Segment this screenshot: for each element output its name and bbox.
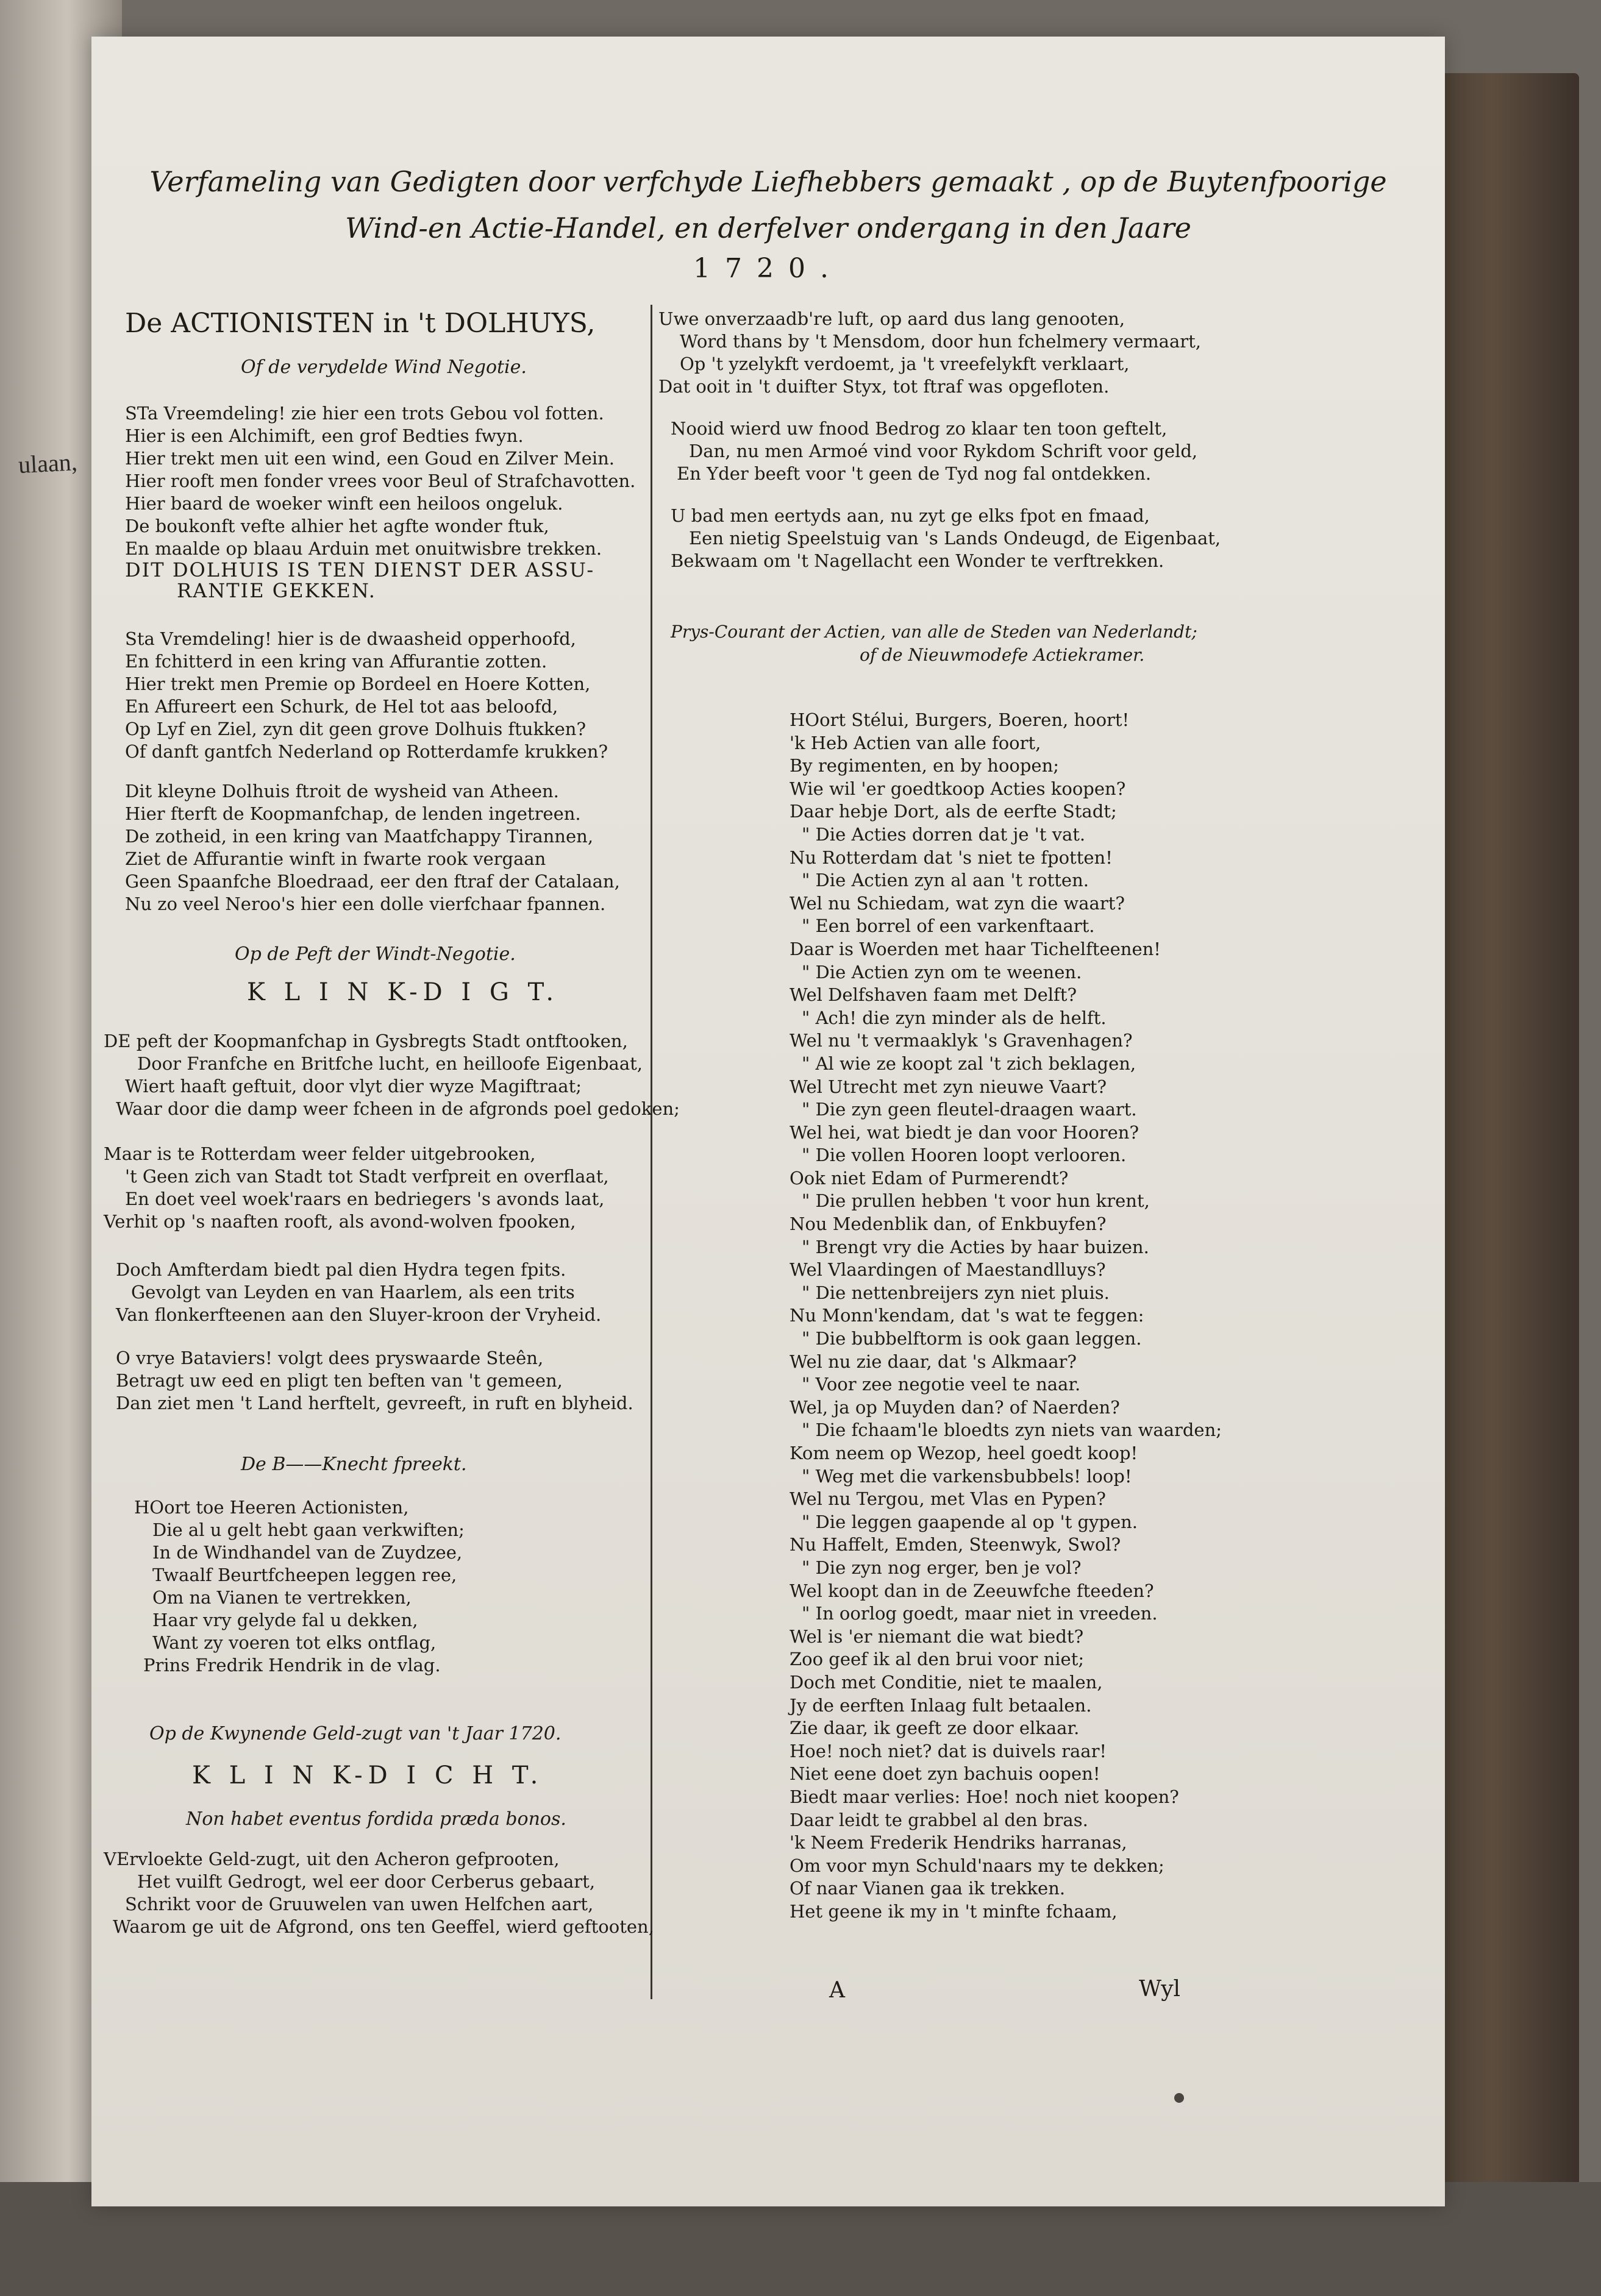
poem-motto: Non habet eventus fordida præda bonos.: [186, 1808, 566, 1830]
verse-line: Hier trekt men Premie op Bordeel en Hoere Kotten,: [125, 674, 591, 694]
verse-line: " Die nettenbreijers zyn niet pluis.: [802, 1282, 1110, 1303]
verse-line: O vrye Bataviers! volgt dees pryswaarde Steên,: [116, 1348, 544, 1368]
verse-line: Hier is een Alchimift, een grof Bedties fwyn.: [125, 425, 524, 446]
stanza: [104, 1848, 654, 1938]
verse-line: Gevolgt van Leyden en van Haarlem, als een trits: [131, 1282, 575, 1303]
verse-line: Door Franfche en Britfche lucht, en heilloofe Eigenbaat,: [137, 1053, 643, 1074]
verse-line: " In oorlog goedt, maar niet in vreeden.: [802, 1603, 1158, 1624]
verse-line: Hier fterft de Koopmanfchap, de lenden ingetreen.: [125, 803, 581, 824]
verse-line: Bekwaam om 't Nagellacht een Wonder te verftrekken.: [671, 550, 1164, 571]
signature-mark: A: [829, 1978, 845, 2003]
verse-line: Kom neem op Wezop, heel goedt koop!: [790, 1443, 1138, 1463]
verse-line: Waar door die damp weer fcheen in de afgronds poel gedoken;: [116, 1098, 680, 1119]
verse-line: Dat ooit in 't duifter Styx, tot ftraf was opgefloten.: [658, 376, 1110, 397]
verse-line: 't Geen zich van Stadt tot Stadt verfpreit en overflaat,: [125, 1166, 609, 1187]
verse-line: " Al wie ze koopt zal 't zich beklagen,: [802, 1053, 1136, 1074]
verse-line: STa Vreemdeling! zie hier een trots Gebou vol fotten.: [125, 403, 604, 424]
verse-line: Dan, nu men Armoé vind voor Rykdom Schrift voor geld,: [689, 441, 1198, 461]
verse-line: " Die bubbelftorm is ook gaan leggen.: [802, 1328, 1142, 1349]
poem-superscript: Op de Peft der Windt-Negotie.: [235, 944, 516, 965]
verse-line: Nu Rotterdam dat 's niet te fpotten!: [790, 847, 1113, 868]
verse-line: " Ach! die zyn minder als de helft.: [802, 1007, 1107, 1028]
verse-line: Ook niet Edam of Purmerendt?: [790, 1167, 1069, 1189]
verse-line: Die al u gelt hebt gaan verkwiften;: [152, 1519, 465, 1540]
verse-line: Verhit op 's naaften rooft, als avond-wolven fpooken,: [104, 1211, 576, 1232]
verse-line: Het vuilft Gedrogt, wel eer door Cerberus gebaart,: [137, 1871, 596, 1892]
verse-line: Nou Medenblik dan, of Enkbuyfen?: [790, 1214, 1107, 1235]
verse-line: Hoe! noch niet? dat is duivels raar!: [790, 1740, 1107, 1761]
verse-line: Nu Haffelt, Emden, Steenwyk, Swol?: [790, 1534, 1121, 1555]
verse-line: Op 't yzelykft verdoemt, ja 't vreefelykft verklaart,: [680, 354, 1130, 374]
verse-line: Dan ziet men 't Land herftelt, gevreeft, in ruft en blyheid.: [116, 1393, 633, 1413]
stanza: [658, 308, 1201, 398]
verse-line: Hier baard de woeker winft een heiloos ongeluk.: [125, 493, 563, 514]
poem-title: De B——Knecht fpreekt.: [241, 1454, 467, 1475]
verse-line: Een nietig Speelstuig van 's Lands Ondeugd, de Eigenbaat,: [689, 528, 1221, 549]
verse-line: Niet eene doet zyn bachuis oopen!: [790, 1763, 1100, 1785]
verse-line: Sta Vremdeling! hier is de dwaasheid opperhoofd,: [125, 628, 576, 649]
price-courant-poem: [790, 709, 1222, 1923]
verse-line: Om na Vianen te vertrekken,: [152, 1587, 412, 1608]
stanza: [125, 780, 620, 915]
verse-line: Nooid wierd uw fnood Bedrog zo klaar ten toon geftelt,: [671, 418, 1168, 439]
verse-line: Dit kleyne Dolhuis ftroit de wysheid van Atheen.: [125, 781, 559, 801]
verse-line: Op Lyf en Ziel, zyn dit geen grove Dolhuis ftukken?: [125, 719, 587, 739]
verse-line: " Die zyn geen fleutel-draagen waart.: [802, 1099, 1137, 1120]
stanza: [125, 402, 635, 560]
verse-line: Zie daar, ik geeft ze door elkaar.: [790, 1718, 1080, 1739]
verse-line: De boukonft vefte alhier het agfte wonder ftuk,: [125, 516, 549, 536]
stanza: [134, 1496, 465, 1677]
verse-line: Want zy voeren tot elks ontflag,: [152, 1632, 437, 1653]
caps-line: RANTIE GEKKEN.: [177, 579, 376, 602]
verse-line: Uwe onverzaadb're luft, op aard dus lang genooten,: [658, 308, 1125, 329]
verse-line: " Die fchaam'le bloedts zyn niets van waarden;: [802, 1420, 1222, 1441]
verse-line: DE peft der Koopmanfchap in Gysbregts Stadt ontftooken,: [104, 1031, 628, 1051]
verse-line: Daar hebje Dort, als de eerfte Stadt;: [790, 801, 1117, 822]
stanza: [125, 628, 608, 763]
verse-line: Wel nu Schiedam, wat zyn die waart?: [790, 892, 1125, 914]
verse-line: En doet veel woek'raars en bedriegers 's avonds laat,: [125, 1189, 605, 1209]
verse-line: Wel is 'er niemant die wat biedt?: [790, 1626, 1084, 1647]
verse-line: " Voor zee negotie veel te naar.: [802, 1374, 1081, 1395]
verse-line: " Die zyn nog erger, ben je vol?: [802, 1557, 1082, 1578]
column-divider: [651, 305, 652, 1999]
verse-line: Maar is te Rotterdam weer felder uitgebrooken,: [104, 1143, 536, 1164]
caps-heading: [125, 560, 594, 601]
verse-line: Ziet de Affurantie winft in fwarte rook vergaan: [125, 848, 546, 869]
verse-line: Zoo geef ik al den brui voor niet;: [790, 1649, 1085, 1670]
verse-line: By regimenten, en by hoopen;: [790, 755, 1060, 777]
section-title: Prys-Courant der Actien, van alle de Steden van Nederlandt;: [671, 622, 1197, 642]
verse-line: Wel hei, wat biedt je dan voor Hooren?: [790, 1121, 1139, 1143]
verse-line: En maalde op blaau Arduin met onuitwisbre trekken.: [125, 538, 602, 559]
verse-line: Daar leidt te grabbel al den bras.: [790, 1809, 1088, 1830]
page-title-year: 1720.: [693, 253, 843, 284]
verse-line: Wel nu 't vermaaklyk 's Gravenhagen?: [790, 1030, 1133, 1051]
verse-line: Wel nu Tergou, met Vlas en Pypen?: [790, 1488, 1106, 1510]
verse-line: Twaalf Beurtfcheepen leggen ree,: [152, 1565, 457, 1585]
verse-line: Betragt uw eed en pligt ten beften van 't gemeen,: [116, 1370, 563, 1391]
verse-line: In de Windhandel van de Zuydzee,: [152, 1542, 463, 1563]
verse-line: Biedt maar verlies: Hoe! noch niet koopen?: [790, 1786, 1179, 1807]
verse-line: Schrikt voor de Gruuwelen van uwen Helfchen aart,: [125, 1894, 594, 1914]
stanza: [104, 1143, 609, 1233]
poem-title: K L I N K-D I G T.: [247, 978, 560, 1006]
verse-line: " Die Actien zyn om te weenen.: [802, 961, 1082, 983]
verse-line: HOort Stélui, Burgers, Boeren, hoort!: [790, 709, 1130, 730]
verse-line: Haar vry gelyde fal u dekken,: [152, 1610, 418, 1630]
verse-line: Wel, ja op Muyden dan? of Naerden?: [790, 1396, 1120, 1418]
catchword: Wyl: [1139, 1977, 1181, 2002]
verse-line: Nu zo veel Neroo's hier een dolle vierfchaar fpannen.: [125, 894, 606, 914]
verse-line: Geen Spaanfche Bloedraad, eer den ftraf der Catalaan,: [125, 871, 620, 892]
poem-subtitle: Of de verydelde Wind Negotie.: [241, 357, 527, 378]
verse-line: " Die vollen Hooren loopt verlooren.: [802, 1145, 1127, 1166]
verse-line: Wel nu zie daar, dat 's Alkmaar?: [790, 1351, 1077, 1372]
verse-line: 'k Heb Actien van alle foort,: [790, 732, 1041, 753]
verse-line: HOort toe Heeren Actionisten,: [134, 1497, 409, 1518]
poem-superscript: Op de Kwynende Geld-zugt van 't Jaar 1720.: [149, 1723, 562, 1744]
verse-line: En Affureert een Schurk, de Hel tot aas beloofd,: [125, 696, 558, 717]
verse-line: Doch met Conditie, niet te maalen,: [790, 1671, 1103, 1693]
verse-line: Nu Monn'kendam, dat 's wat te feggen:: [790, 1305, 1144, 1326]
verse-line: Word thans by 't Mensdom, door hun fchelmery vermaart,: [680, 331, 1201, 352]
stanza: [116, 1347, 633, 1415]
poem-title: K L I N K-D I C H T.: [192, 1761, 544, 1790]
verse-line: Wel Utrecht met zyn nieuwe Vaart?: [790, 1076, 1107, 1097]
verse-line: Prins Fredrik Hendrik in de vlag.: [143, 1655, 441, 1676]
verse-line: " Die leggen gaapende al op 't gypen.: [802, 1511, 1138, 1532]
verse-line: Wel koopt dan in de Zeeuwfche fteeden?: [790, 1580, 1154, 1601]
book-page: [91, 37, 1445, 2206]
section-subtitle: of de Nieuwmodefe Actiekramer.: [860, 645, 1145, 665]
verse-line: Wie wil 'er goedtkoop Acties koopen?: [790, 778, 1126, 799]
verse-line: U bad men eertyds aan, nu zyt ge elks fpot en fmaad,: [671, 505, 1150, 526]
stanza: [116, 1259, 601, 1326]
stanza: [104, 1030, 680, 1120]
verse-line: " Een borrel of een varkenftaart.: [802, 915, 1095, 937]
verse-line: Of danft gantfch Nederland op Rotterdamfe krukken?: [125, 741, 608, 762]
verse-line: Hier trekt men uit een wind, een Goud en Zilver Mein.: [125, 448, 615, 469]
verse-line: " Weg met die varkensbubbels! loop!: [802, 1465, 1132, 1487]
stanza: [671, 418, 1197, 485]
verse-line: Wel Vlaardingen of Maestandlluys?: [790, 1259, 1106, 1281]
poem-title: De ACTIONISTEN in 't DOLHUYS,: [125, 308, 596, 339]
ink-spot: [1174, 2093, 1184, 2103]
verse-line: Van flonkerfteenen aan den Sluyer-kroon der Vryheid.: [116, 1304, 602, 1325]
verse-line: Wiert haaft geftuit, door vlyt dier wyze Magiftraat;: [125, 1076, 582, 1096]
verse-line: Om voor myn Schuld'naars my te dekken;: [790, 1855, 1164, 1876]
stanza: [671, 505, 1221, 572]
verse-line: VErvloekte Geld-zugt, uit den Acheron gefprooten,: [104, 1849, 560, 1869]
book-cover-edge: [1433, 73, 1579, 2206]
caps-line: DIT DOLHUIS IS TEN DIENST DER ASSU-: [125, 558, 595, 581]
verse-line: Jy de eerften Inlaag fult betaalen.: [790, 1694, 1092, 1716]
facing-page-text-fragment: ulaan,: [17, 448, 78, 479]
verse-line: Daar is Woerden met haar Tichelfteenen!: [790, 938, 1161, 959]
verse-line: Doch Amfterdam biedt pal dien Hydra tegen fpits.: [116, 1259, 566, 1280]
verse-line: En Yder beeft voor 't geen de Tyd nog fal ontdekken.: [677, 463, 1152, 484]
verse-line: " Die Acties dorren dat je 't vat.: [802, 823, 1086, 845]
verse-line: 'k Neem Frederik Hendriks harranas,: [790, 1832, 1127, 1854]
verse-line: De zotheid, in een kring van Maatfchappy Tirannen,: [125, 826, 594, 847]
verse-line: " Brengt vry die Acties by haar buizen.: [802, 1236, 1149, 1257]
verse-line: Het geene ik my in 't minfte fchaam,: [790, 1900, 1118, 1922]
verse-line: Waarom ge uit de Afgrond, ons ten Geeffel, wierd geftooten,: [113, 1916, 654, 1937]
verse-line: Hier rooft men fonder vrees voor Beul of Strafchavotten.: [125, 471, 636, 491]
verse-line: En fchitterd in een kring van Affurantie zotten.: [125, 651, 547, 672]
verse-line: " Die prullen hebben 't voor hun krent,: [802, 1190, 1150, 1212]
verse-line: Wel Delfshaven faam met Delft?: [790, 984, 1077, 1006]
verse-line: " Die Actien zyn al aan 't rotten.: [802, 870, 1089, 891]
page-title: Verfameling van Gedigten door verfchyde Liefhebbers gemaakt , op de Buytenfpoorige Wind-en Actie-Handel, en derfelver ondergang in den Jaare: [149, 165, 1387, 244]
verse-line: Of naar Vianen gaa ik trekken.: [790, 1878, 1066, 1899]
